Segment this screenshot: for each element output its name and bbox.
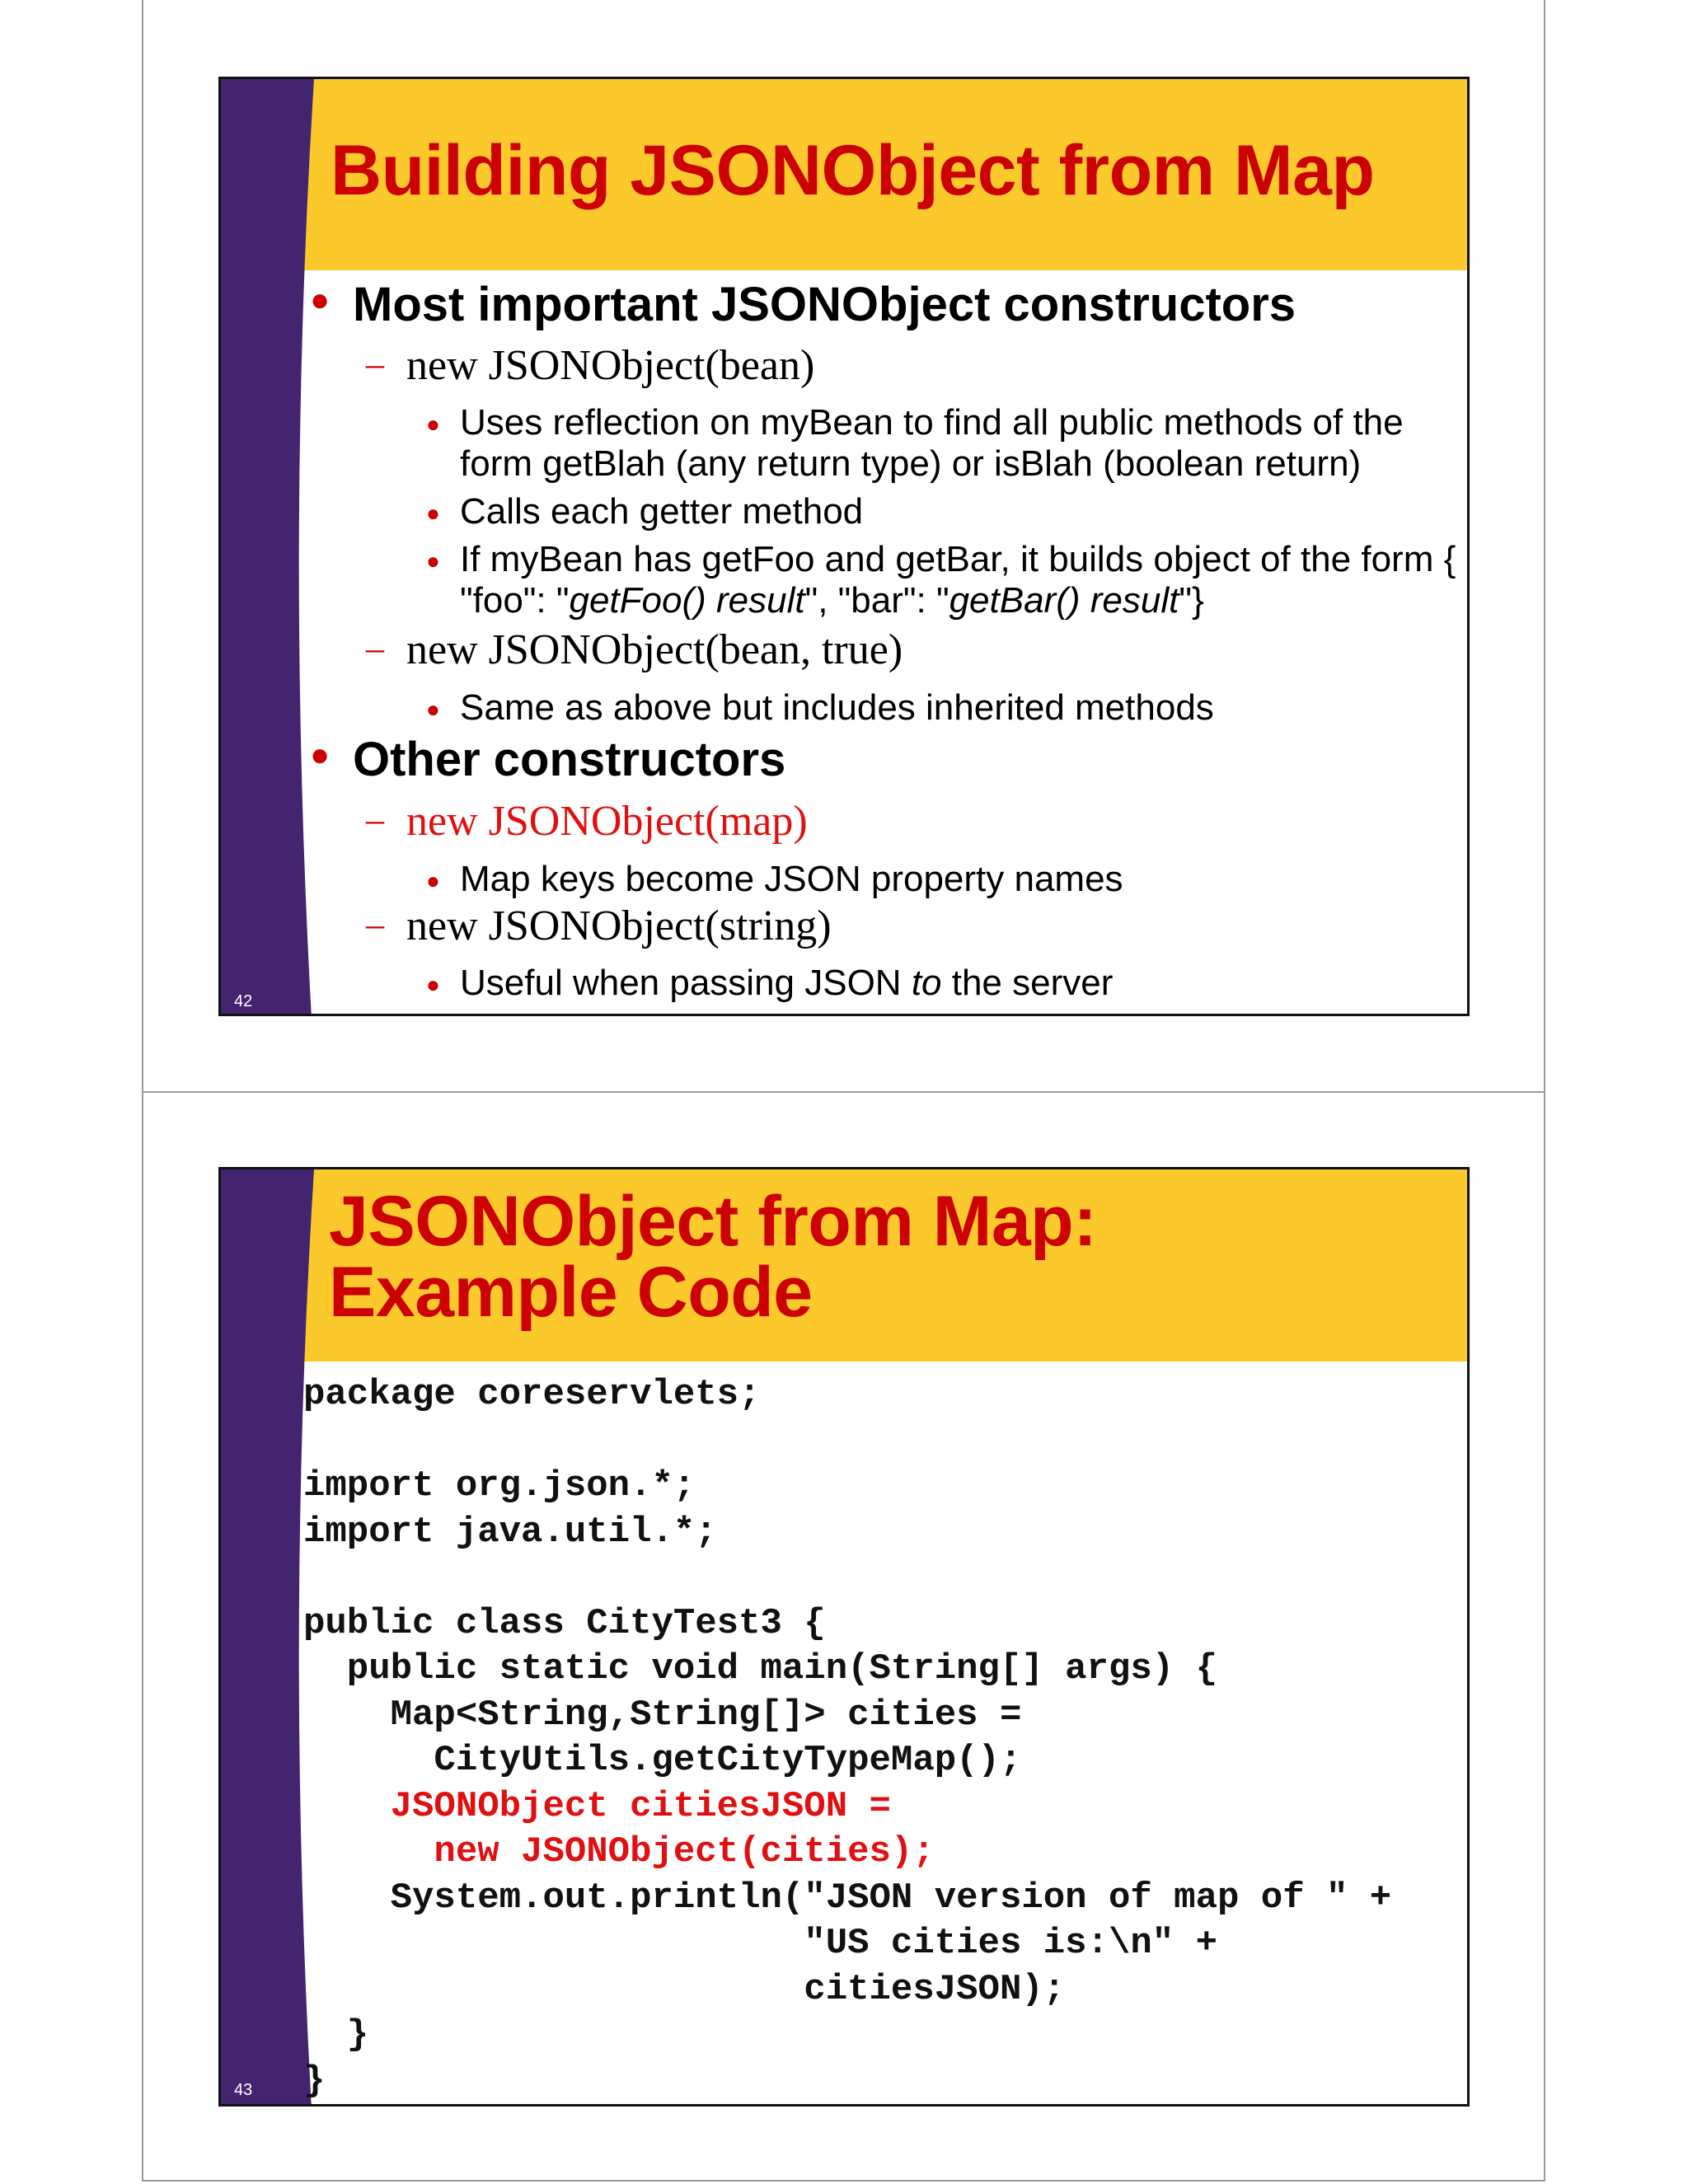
- dash-icon: –: [366, 344, 384, 384]
- code-block: [303, 1372, 1391, 2104]
- bullet-text: Map keys become JSON property names: [460, 859, 1123, 899]
- bullet-text: If myBean has getFoo and getBar, it builds object of the form { "foo": "getFoo() result", "bar": "getBar() result"}: [460, 539, 1456, 621]
- bullet-dot-icon: ●: [310, 282, 331, 318]
- code-line: public static void main(String[] args) {: [303, 1648, 1217, 1690]
- page-separator: [142, 1091, 1545, 1093]
- code-line: CityUtils.getCityTypeMap();: [303, 1740, 1022, 1781]
- dash-icon: –: [366, 904, 384, 944]
- dash-icon: –: [366, 628, 384, 668]
- bullet-dot-icon: ●: [426, 868, 440, 893]
- bullet-text: Useful when passing JSON to the server: [460, 963, 1114, 1003]
- slide-42: [218, 77, 1470, 1016]
- bullet-text: Other constructors: [353, 733, 786, 786]
- bullet-dot-icon: ●: [310, 737, 331, 773]
- slide-title-line1: JSONObject from Map:: [329, 1182, 1097, 1261]
- code-line: import java.util.*;: [303, 1511, 717, 1553]
- bullet-text: new JSONObject(map): [406, 798, 808, 845]
- bullet-text: Most important JSONObject constructors: [353, 278, 1296, 331]
- bullet-text: Uses reflection on myBean to find all public methods of the form getBlah (any return type) or isBlah (boolean return): [460, 402, 1404, 484]
- slide-title-line2: Example Code: [329, 1253, 813, 1332]
- bullet-text: new JSONObject(bean): [406, 342, 815, 389]
- bullet-text: new JSONObject(bean, true): [406, 626, 903, 673]
- slide-number: 42: [234, 992, 253, 1010]
- code-line-highlighted: JSONObject citiesJSON =: [303, 1785, 891, 1827]
- code-line: citiesJSON);: [303, 1968, 1066, 2010]
- code-line: import org.json.*;: [303, 1465, 696, 1507]
- bullet-dot-icon: ●: [426, 696, 440, 722]
- bullet-text: Same as above but includes inherited methods: [460, 687, 1214, 728]
- slide-43: [218, 1167, 1470, 2107]
- slide-number: 43: [234, 2081, 253, 2099]
- purple-wedge-decoration: [221, 79, 320, 1016]
- slide-title: Building JSONObject from Map: [331, 131, 1375, 210]
- bullet-dot-icon: ●: [426, 548, 440, 574]
- bullet-dot-icon: ●: [426, 411, 440, 437]
- dash-icon: –: [366, 799, 384, 840]
- code-line: System.out.println("JSON version of map of " +: [303, 1877, 1392, 1919]
- bullet-dot-icon: ●: [426, 972, 440, 997]
- code-line: Map<String,String[]> cities =: [303, 1694, 1022, 1736]
- code-line: public class CityTest3 {: [303, 1602, 826, 1644]
- code-line: }: [303, 2014, 369, 2055]
- bullet-text: Calls each getter method: [460, 491, 864, 532]
- code-line-highlighted: new JSONObject(cities);: [303, 1831, 935, 1872]
- code-line: "US cities is:\n" +: [303, 1923, 1217, 1964]
- bullet-text: new JSONObject(string): [406, 902, 832, 949]
- code-line: }: [303, 2060, 326, 2102]
- bullet-dot-icon: ●: [426, 500, 440, 526]
- code-line: package coreservlets;: [303, 1374, 761, 1415]
